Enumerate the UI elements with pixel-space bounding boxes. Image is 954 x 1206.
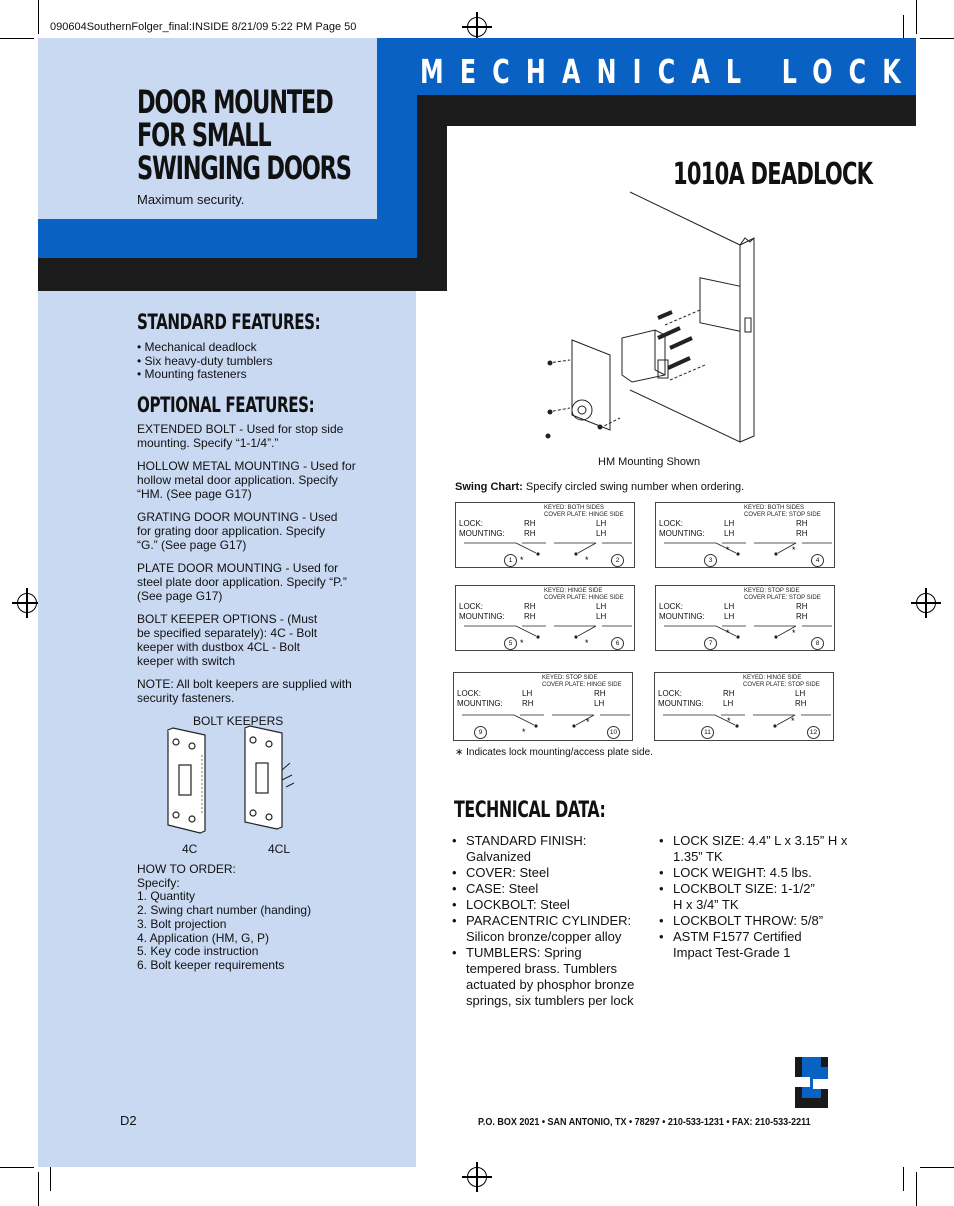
chart-header: COVER PLATE: STOP SIDE bbox=[744, 595, 821, 601]
mounting-value: LH bbox=[723, 699, 734, 708]
mounting-label: MOUNTING: bbox=[659, 529, 705, 538]
lock-label: LOCK: bbox=[459, 602, 484, 611]
mounting-value: RH bbox=[524, 529, 536, 538]
mounting-value: LH bbox=[596, 612, 607, 621]
keeper-label-4c: 4C bbox=[182, 842, 198, 856]
lock-value: LH bbox=[522, 689, 533, 698]
company-logo-icon bbox=[795, 1057, 828, 1108]
svg-text:*: * bbox=[792, 628, 796, 638]
swing-chart-box bbox=[654, 672, 834, 741]
registration-mark-icon bbox=[467, 17, 487, 37]
mounting-value: RH bbox=[522, 699, 534, 708]
list-item: 4. Application (HM, G, P) bbox=[137, 930, 270, 945]
paragraph: BOLT KEEPER OPTIONS - (Must be specified separately): 4C - Bolt keeper with dustbox 4CL - Bolt keeper with switch bbox=[137, 612, 318, 668]
list-item: • CASE: Steel bbox=[452, 881, 642, 897]
paragraph: PLATE DOOR MOUNTING - Used for steel plate door application. Specify “P.” (See page G17) bbox=[137, 561, 347, 603]
svg-text:*: * bbox=[727, 716, 731, 726]
header-black-lower bbox=[38, 258, 447, 291]
chart-header: COVER PLATE: HINGE SIDE bbox=[544, 595, 624, 601]
header-blue-left bbox=[38, 219, 417, 258]
technical-data-heading: TECHNICAL DATA: bbox=[454, 798, 606, 823]
swing-diagram bbox=[656, 586, 836, 652]
technical-data-left bbox=[452, 833, 642, 1009]
crop-mark bbox=[920, 1167, 954, 1168]
banner-title: MECHANICAL LOCKS bbox=[420, 52, 951, 91]
mounting-label: MOUNTING: bbox=[459, 612, 505, 621]
list-item: 1. Quantity bbox=[137, 889, 196, 904]
crop-mark bbox=[38, 0, 39, 34]
page-title bbox=[137, 83, 351, 187]
swing-number: 9 bbox=[474, 726, 487, 739]
list-item: • LOCK SIZE: 4.4” L x 3.15” H x 1.35” TK bbox=[659, 833, 859, 865]
lock-value: LH bbox=[795, 689, 806, 698]
mounting-label: MOUNTING: bbox=[658, 699, 704, 708]
svg-text:*: * bbox=[585, 638, 589, 648]
swing-chart-box bbox=[655, 502, 835, 568]
list-item: • Six heavy-duty tumblers bbox=[137, 353, 273, 368]
chart-header: COVER PLATE: STOP SIDE bbox=[744, 512, 821, 518]
lock-value: RH bbox=[796, 602, 808, 611]
list-item: • TUMBLERS: Spring tempered brass. Tumblers actuated by phosphor bronze springs, six tumblers per lock bbox=[452, 945, 636, 1009]
mounting-value: RH bbox=[796, 529, 808, 538]
list-item: • LOCK WEIGHT: 4.5 lbs. bbox=[659, 865, 859, 881]
list-item: • ASTM F1577 Certified Impact Test-Grade 1 bbox=[659, 929, 833, 961]
swing-number: 4 bbox=[811, 554, 824, 567]
chart-header: KEYED: STOP SIDE bbox=[744, 588, 800, 594]
list-item: • LOCKBOLT: Steel bbox=[452, 897, 642, 913]
lock-value: LH bbox=[596, 602, 607, 611]
swing-number: 11 bbox=[701, 726, 714, 739]
svg-text:*: * bbox=[585, 555, 589, 565]
svg-text:*: * bbox=[520, 638, 524, 648]
header-black-bar bbox=[417, 95, 916, 126]
mounting-value: LH bbox=[594, 699, 605, 708]
crop-mark bbox=[0, 1167, 34, 1168]
registration-mark-icon bbox=[467, 1167, 487, 1187]
paragraph: NOTE: All bolt keepers are supplied with security fasteners. bbox=[137, 677, 352, 705]
swing-number: 1 bbox=[504, 554, 517, 567]
mounting-value: RH bbox=[795, 699, 807, 708]
registration-mark-icon bbox=[916, 593, 936, 613]
registration-mark-icon bbox=[17, 593, 37, 613]
keeper-label-4cl: 4CL bbox=[268, 842, 291, 856]
chart-header: COVER PLATE: STOP SIDE bbox=[743, 682, 820, 688]
lock-label: LOCK: bbox=[659, 519, 684, 528]
crop-mark bbox=[0, 38, 34, 39]
svg-text:*: * bbox=[522, 727, 526, 737]
lock-value: LH bbox=[724, 519, 735, 528]
swing-number: 3 bbox=[704, 554, 717, 567]
swing-number: 7 bbox=[704, 637, 717, 650]
swing-diagram bbox=[456, 586, 636, 652]
file-slug: 090604SouthernFolger_final:INSIDE 8/21/09 5:22 PM Page 50 bbox=[50, 21, 357, 33]
chart-header: KEYED: HINGE SIDE bbox=[544, 588, 603, 594]
title-line: FOR SMALL bbox=[137, 116, 271, 154]
list-item: 6. Bolt keeper requirements bbox=[137, 957, 285, 972]
lock-label: LOCK: bbox=[658, 689, 683, 698]
list-item: • COVER: Steel bbox=[452, 865, 642, 881]
deadlock-mounting-diagram bbox=[540, 190, 770, 445]
list-item: 3. Bolt projection bbox=[137, 916, 227, 931]
mounting-label: MOUNTING: bbox=[659, 612, 705, 621]
swing-number: 2 bbox=[611, 554, 624, 567]
chart-header: KEYED: STOP SIDE bbox=[542, 675, 598, 681]
list-item: • PARACENTRIC CYLINDER: Silicon bronze/copper alloy bbox=[452, 913, 642, 945]
crop-mark bbox=[38, 1172, 39, 1206]
list-item: • STANDARD FINISH: Galvanized bbox=[452, 833, 642, 865]
page-number: D2 bbox=[120, 1113, 137, 1128]
mounting-value: LH bbox=[724, 529, 735, 538]
footer-contact: P.O. BOX 2021 • SAN ANTONIO, TX • 78297 • 210-533-1231 • FAX: 210-533-2211 bbox=[478, 1117, 811, 1128]
lock-value: RH bbox=[524, 602, 536, 611]
list-item: Specify: bbox=[137, 875, 180, 890]
mounting-value: LH bbox=[724, 612, 735, 621]
lock-label: LOCK: bbox=[659, 602, 684, 611]
chart-header: COVER PLATE: HINGE SIDE bbox=[542, 682, 622, 688]
paragraph: HOLLOW METAL MOUNTING - Used for hollow metal door application. Specify “HM. (See page G17) bbox=[137, 459, 356, 501]
standard-features-heading: STANDARD FEATURES: bbox=[137, 310, 321, 334]
lock-value: RH bbox=[594, 689, 606, 698]
header-blue-column bbox=[377, 95, 417, 258]
swing-number: 5 bbox=[504, 637, 517, 650]
crop-mark bbox=[903, 15, 904, 39]
swing-number: 12 bbox=[807, 726, 820, 739]
how-to-order-heading: HOW TO ORDER: bbox=[137, 862, 236, 876]
swing-chart-instruction: Specify circled swing number when ordering. bbox=[522, 481, 745, 493]
swing-chart-box bbox=[655, 585, 835, 651]
optional-features-heading: OPTIONAL FEATURES: bbox=[137, 393, 315, 417]
standard-features-list bbox=[137, 341, 273, 382]
chart-header: KEYED: BOTH SIDES bbox=[544, 505, 605, 511]
crop-mark bbox=[920, 38, 954, 39]
technical-data-right bbox=[659, 833, 859, 961]
crop-mark bbox=[916, 0, 917, 34]
mounting-value: RH bbox=[524, 612, 536, 621]
crop-mark bbox=[50, 1167, 51, 1191]
swing-number: 10 bbox=[607, 726, 620, 739]
lock-label: LOCK: bbox=[457, 689, 482, 698]
optional-features-body bbox=[137, 422, 377, 714]
how-to-order bbox=[137, 863, 311, 973]
svg-text:*: * bbox=[792, 545, 796, 555]
swing-chart-box bbox=[455, 502, 635, 568]
svg-text:*: * bbox=[726, 545, 730, 555]
subtitle: Maximum security. bbox=[137, 192, 245, 207]
bolt-keepers-illustration bbox=[160, 725, 305, 840]
crop-mark bbox=[903, 1167, 904, 1191]
swing-chart-box bbox=[455, 585, 635, 651]
swing-chart-box bbox=[453, 672, 633, 741]
chart-header: COVER PLATE: HINGE SIDE bbox=[544, 512, 624, 518]
swing-chart-footnote: ∗ Indicates lock mounting/access plate side. bbox=[455, 747, 653, 758]
lock-value: RH bbox=[723, 689, 735, 698]
lock-value: LH bbox=[724, 602, 735, 611]
chart-header: KEYED: HINGE SIDE bbox=[743, 675, 802, 681]
swing-diagram bbox=[456, 503, 636, 569]
title-line: DOOR MOUNTED bbox=[137, 83, 333, 121]
crop-mark bbox=[916, 1172, 917, 1206]
list-item: • LOCKBOLT SIZE: 1-1/2” H x 3/4” TK bbox=[659, 881, 823, 913]
lock-value: RH bbox=[796, 519, 808, 528]
mounting-label: MOUNTING: bbox=[457, 699, 503, 708]
lock-value: LH bbox=[596, 519, 607, 528]
list-item: 5. Key code instruction bbox=[137, 944, 259, 959]
swing-number: 8 bbox=[811, 637, 824, 650]
lock-value: RH bbox=[524, 519, 536, 528]
list-item: • Mechanical deadlock bbox=[137, 340, 257, 354]
swing-diagram bbox=[656, 503, 836, 569]
paragraph: EXTENDED BOLT - Used for stop side mounting. Specify “1-1/4”.” bbox=[137, 422, 344, 450]
chart-header: KEYED: BOTH SIDES bbox=[744, 505, 805, 511]
swing-chart-label: Swing Chart: bbox=[455, 481, 523, 493]
bolt-keepers-heading: BOLT KEEPERS bbox=[193, 714, 284, 728]
svg-text:*: * bbox=[586, 717, 590, 727]
svg-text:*: * bbox=[520, 555, 524, 565]
list-item: 2. Swing chart number (handing) bbox=[137, 903, 312, 918]
mounting-value: LH bbox=[596, 529, 607, 538]
paragraph: GRATING DOOR MOUNTING - Used for grating door application. Specify “G.” (See page G17) bbox=[137, 510, 338, 552]
lock-label: LOCK: bbox=[459, 519, 484, 528]
swing-chart-intro bbox=[455, 481, 744, 493]
title-line: SWINGING DOORS bbox=[137, 149, 351, 187]
list-item: • LOCKBOLT THROW: 5/8” bbox=[659, 913, 859, 929]
mounting-label: MOUNTING: bbox=[459, 529, 505, 538]
swing-number: 6 bbox=[611, 637, 624, 650]
svg-text:*: * bbox=[791, 716, 795, 726]
svg-text:*: * bbox=[726, 628, 730, 638]
image-caption: HM Mounting Shown bbox=[598, 456, 701, 468]
mounting-value: RH bbox=[796, 612, 808, 621]
list-item: • Mounting fasteners bbox=[137, 367, 247, 381]
product-title: 1010A DEADLOCK bbox=[673, 157, 873, 192]
